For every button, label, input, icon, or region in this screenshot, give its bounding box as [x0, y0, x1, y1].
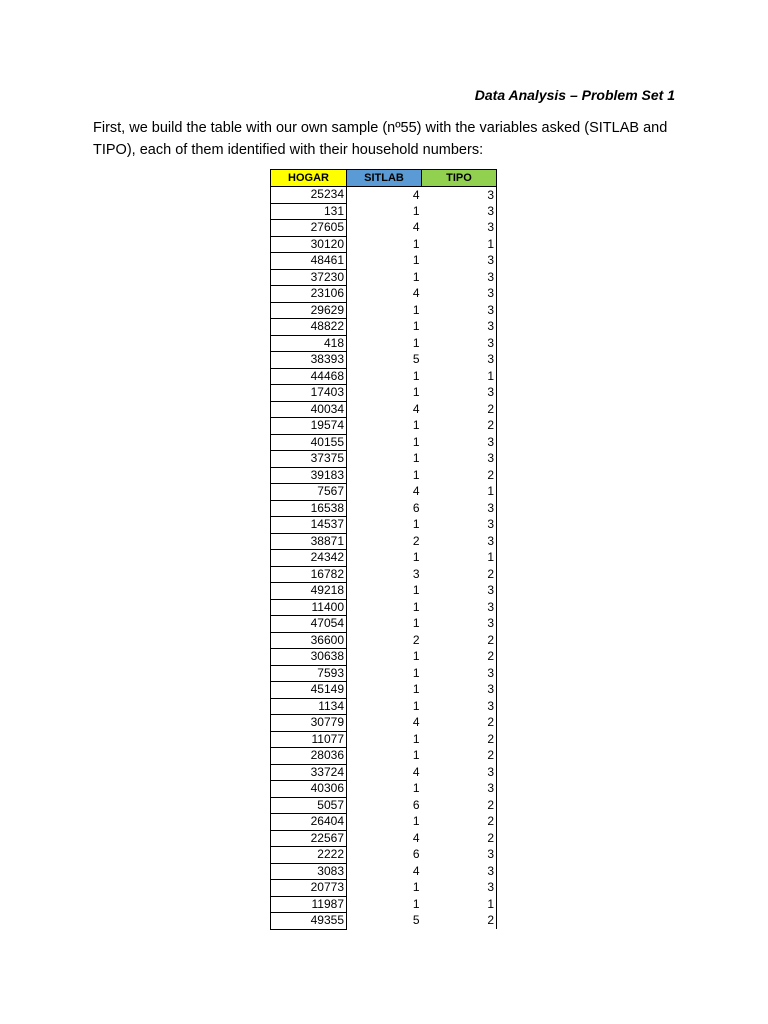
cell-tipo: 3 [422, 863, 497, 880]
cell-sitlab: 2 [412, 533, 420, 548]
header-sitlab: SITLAB [347, 170, 422, 187]
cell-hogar: 20773 [271, 880, 347, 897]
table-row [271, 632, 497, 649]
cell-hogar: 49355 [271, 913, 347, 930]
cell-hogar: 30120 [271, 236, 347, 253]
table-row [271, 368, 497, 385]
cell-hogar: 47054 [271, 616, 347, 633]
cell-hogar: 39183 [271, 467, 347, 484]
cell-tipo: 1 [422, 550, 497, 567]
cell-sitlab: 4 [412, 220, 420, 235]
cell-tipo: 3 [422, 665, 497, 682]
cell-sitlab: 1 [412, 269, 420, 284]
intro-paragraph: First, we build the table with our own sample (nº55) with the variables asked (SITLAB and TIPO), each of them identified with their household numbers: [93, 120, 668, 158]
cell-sitlab: 4 [412, 830, 420, 845]
cell-tipo: 3 [422, 682, 497, 699]
table-row [271, 731, 497, 748]
cell-hogar: 23106 [271, 286, 347, 303]
table-row [271, 797, 497, 814]
table-row [271, 352, 497, 369]
cell-sitlab: 2 [412, 632, 420, 647]
cell-tipo: 3 [422, 434, 497, 451]
table-row [271, 286, 497, 303]
table-row [271, 830, 497, 847]
table-row [271, 484, 497, 501]
cell-sitlab: 1 [412, 731, 420, 746]
table-row [271, 220, 497, 237]
cell-tipo: 3 [422, 187, 497, 204]
cell-tipo: 3 [422, 517, 497, 534]
cell-sitlab: 1 [412, 517, 420, 532]
table-row [271, 599, 497, 616]
table-body [271, 187, 497, 930]
cell-hogar: 33724 [271, 764, 347, 781]
cell-tipo: 2 [422, 649, 497, 666]
table-row [271, 269, 497, 286]
cell-tipo: 2 [422, 731, 497, 748]
cell-tipo: 3 [422, 352, 497, 369]
cell-hogar: 49218 [271, 583, 347, 600]
cell-sitlab: 4 [412, 764, 420, 779]
cell-tipo: 1 [422, 896, 497, 913]
cell-hogar: 40034 [271, 401, 347, 418]
cell-hogar: 16782 [271, 566, 347, 583]
cell-tipo: 3 [422, 781, 497, 798]
cell-sitlab: 4 [412, 286, 420, 301]
cell-hogar: 11987 [271, 896, 347, 913]
cell-hogar: 1134 [271, 698, 347, 715]
cell-hogar: 48822 [271, 319, 347, 336]
document-title: Data Analysis – Problem Set 1 [474, 87, 675, 103]
table-row [271, 533, 497, 550]
cell-tipo: 2 [422, 632, 497, 649]
table-row [271, 682, 497, 699]
cell-sitlab: 1 [412, 665, 420, 680]
table-row [271, 550, 497, 567]
table-row [271, 649, 497, 666]
cell-sitlab: 1 [412, 302, 420, 317]
cell-hogar: 44468 [271, 368, 347, 385]
cell-sitlab: 1 [412, 451, 420, 466]
table-row [271, 451, 497, 468]
cell-sitlab: 4 [412, 863, 420, 878]
table-row [271, 863, 497, 880]
cell-sitlab: 3 [412, 566, 420, 581]
table-row [271, 401, 497, 418]
cell-tipo: 2 [422, 748, 497, 765]
cell-tipo: 2 [422, 797, 497, 814]
cell-hogar: 5057 [271, 797, 347, 814]
table-row [271, 385, 497, 402]
table-row [271, 253, 497, 270]
cell-tipo: 3 [422, 533, 497, 550]
header-tipo: TIPO [422, 170, 497, 187]
table-row [271, 467, 497, 484]
cell-tipo: 3 [422, 616, 497, 633]
cell-sitlab: 1 [412, 385, 420, 400]
table-row [271, 764, 497, 781]
cell-tipo: 3 [422, 335, 497, 352]
cell-tipo: 2 [422, 814, 497, 831]
cell-hogar: 22567 [271, 830, 347, 847]
sample-table [270, 169, 497, 930]
table-row [271, 814, 497, 831]
cell-sitlab: 6 [412, 797, 420, 812]
cell-tipo: 3 [422, 253, 497, 270]
cell-hogar: 16538 [271, 500, 347, 517]
cell-tipo: 3 [422, 599, 497, 616]
cell-sitlab: 1 [412, 368, 420, 383]
cell-tipo: 3 [422, 385, 497, 402]
cell-hogar: 7567 [271, 484, 347, 501]
table-row [271, 913, 497, 930]
cell-hogar: 45149 [271, 682, 347, 699]
table-row [271, 187, 497, 204]
cell-hogar: 418 [271, 335, 347, 352]
table-row [271, 203, 497, 220]
table-row [271, 302, 497, 319]
cell-sitlab: 1 [412, 781, 420, 796]
cell-tipo: 2 [422, 913, 497, 930]
table-row [271, 517, 497, 534]
cell-tipo: 3 [422, 500, 497, 517]
cell-hogar: 30638 [271, 649, 347, 666]
table-row [271, 698, 497, 715]
cell-hogar: 29629 [271, 302, 347, 319]
cell-tipo: 3 [422, 286, 497, 303]
table-row [271, 896, 497, 913]
cell-sitlab: 1 [412, 418, 420, 433]
cell-sitlab: 1 [412, 599, 420, 614]
table-row [271, 781, 497, 798]
cell-sitlab: 1 [412, 253, 420, 268]
cell-hogar: 14537 [271, 517, 347, 534]
cell-tipo: 3 [422, 203, 497, 220]
cell-hogar: 26404 [271, 814, 347, 831]
cell-sitlab: 5 [412, 352, 420, 367]
table-row [271, 335, 497, 352]
cell-sitlab: 1 [412, 467, 420, 482]
cell-hogar: 25234 [271, 187, 347, 204]
table-row [271, 616, 497, 633]
cell-tipo: 3 [422, 269, 497, 286]
cell-sitlab: 6 [412, 847, 420, 862]
cell-hogar: 40306 [271, 781, 347, 798]
cell-sitlab: 1 [412, 583, 420, 598]
cell-hogar: 27605 [271, 220, 347, 237]
cell-tipo: 2 [422, 715, 497, 732]
cell-tipo: 3 [422, 319, 497, 336]
cell-sitlab: 1 [412, 896, 420, 911]
cell-tipo: 3 [422, 451, 497, 468]
table-row [271, 319, 497, 336]
cell-tipo: 1 [422, 368, 497, 385]
cell-sitlab: 1 [412, 649, 420, 664]
cell-tipo: 2 [422, 566, 497, 583]
cell-sitlab: 4 [412, 715, 420, 730]
cell-sitlab: 5 [412, 913, 420, 928]
cell-sitlab: 1 [412, 880, 420, 895]
cell-tipo: 1 [422, 484, 497, 501]
cell-tipo: 3 [422, 698, 497, 715]
cell-hogar: 2222 [271, 847, 347, 864]
table-row [271, 583, 497, 600]
cell-tipo: 3 [422, 880, 497, 897]
cell-sitlab: 4 [412, 484, 420, 499]
cell-hogar: 37230 [271, 269, 347, 286]
cell-hogar: 3083 [271, 863, 347, 880]
cell-tipo: 3 [422, 847, 497, 864]
cell-hogar: 24342 [271, 550, 347, 567]
cell-hogar: 48461 [271, 253, 347, 270]
cell-sitlab: 1 [412, 682, 420, 697]
table-row [271, 847, 497, 864]
cell-hogar: 38393 [271, 352, 347, 369]
table-row [271, 434, 497, 451]
cell-sitlab: 1 [412, 748, 420, 763]
cell-tipo: 3 [422, 583, 497, 600]
cell-sitlab: 1 [412, 434, 420, 449]
cell-hogar: 37375 [271, 451, 347, 468]
cell-hogar: 131 [271, 203, 347, 220]
cell-hogar: 28036 [271, 748, 347, 765]
cell-hogar: 40155 [271, 434, 347, 451]
cell-tipo: 3 [422, 302, 497, 319]
cell-hogar: 36600 [271, 632, 347, 649]
table-row [271, 418, 497, 435]
cell-tipo: 2 [422, 830, 497, 847]
table-row [271, 748, 497, 765]
cell-sitlab: 1 [412, 203, 420, 218]
cell-hogar: 11400 [271, 599, 347, 616]
cell-sitlab: 1 [412, 698, 420, 713]
cell-tipo: 1 [422, 236, 497, 253]
table-row [271, 500, 497, 517]
cell-sitlab: 1 [412, 814, 420, 829]
cell-sitlab: 1 [412, 335, 420, 350]
cell-sitlab: 4 [412, 401, 420, 416]
cell-sitlab: 1 [412, 319, 420, 334]
cell-hogar: 17403 [271, 385, 347, 402]
table-row [271, 880, 497, 897]
cell-sitlab: 1 [412, 236, 420, 251]
cell-tipo: 2 [422, 418, 497, 435]
cell-sitlab: 4 [412, 187, 420, 202]
table-header-row [271, 170, 497, 187]
table-row [271, 236, 497, 253]
cell-sitlab: 1 [412, 616, 420, 631]
cell-hogar: 7593 [271, 665, 347, 682]
cell-hogar: 19574 [271, 418, 347, 435]
table-row [271, 715, 497, 732]
cell-tipo: 2 [422, 467, 497, 484]
cell-hogar: 30779 [271, 715, 347, 732]
cell-sitlab: 1 [412, 550, 420, 565]
cell-tipo: 3 [422, 764, 497, 781]
cell-hogar: 11077 [271, 731, 347, 748]
table-row [271, 566, 497, 583]
table-row [271, 665, 497, 682]
cell-hogar: 38871 [271, 533, 347, 550]
header-hogar: HOGAR [271, 170, 347, 187]
cell-tipo: 3 [422, 220, 497, 237]
cell-sitlab: 6 [412, 500, 420, 515]
cell-tipo: 2 [422, 401, 497, 418]
